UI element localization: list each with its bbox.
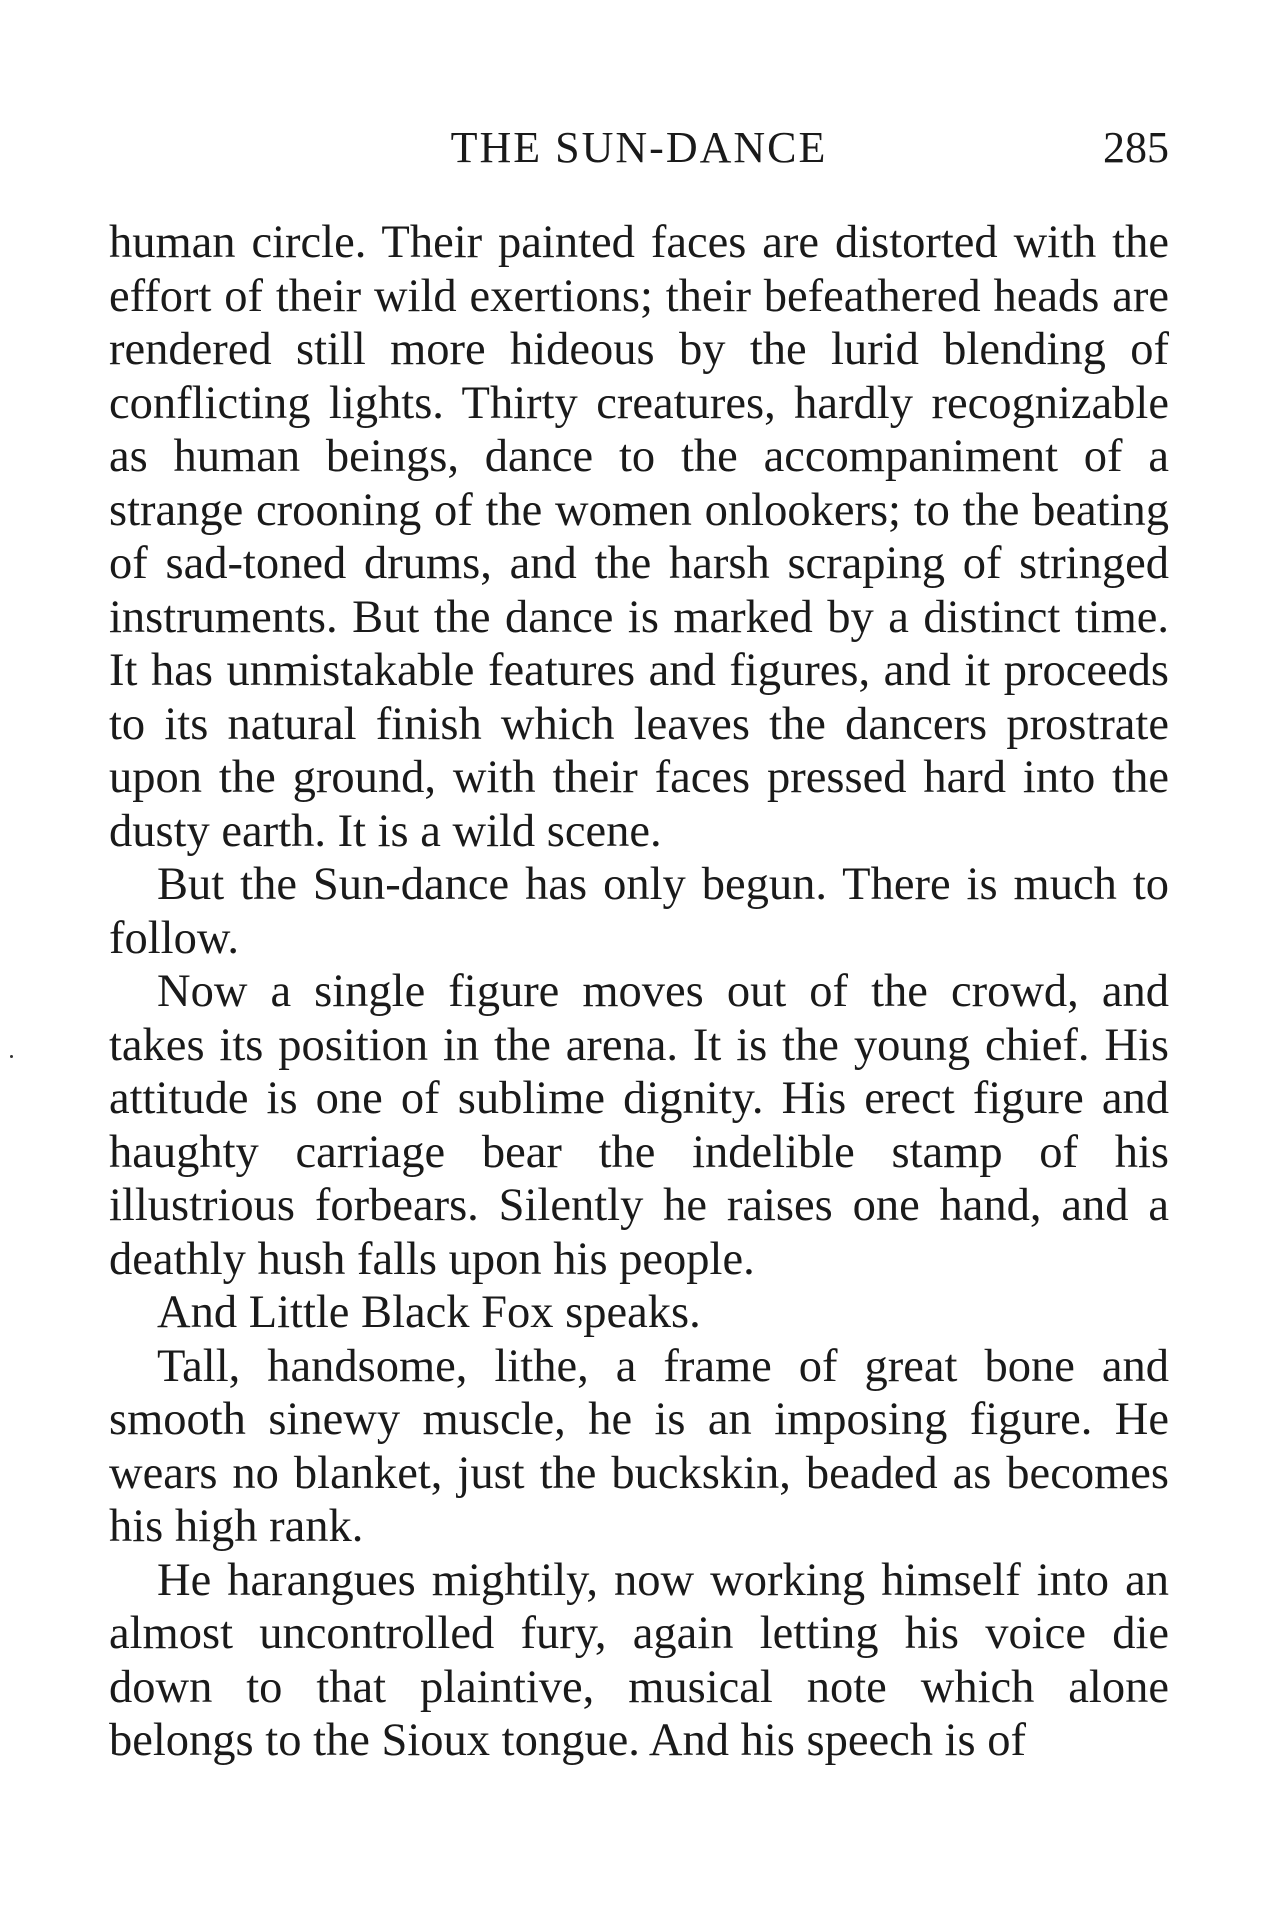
paragraph: And Little Black Fox speaks. [157, 1287, 701, 1338]
book-page [109, 118, 1169, 1768]
page-header [109, 118, 1169, 178]
body-text [109, 216, 1169, 1768]
paragraph-continued: human circle. Their painted faces are distorted with the effort of their wild exertions; their befeathered heads are rendered still more hideous by the lurid blending of conflicting lights. Thirty creatures, hardly recognizable as human beings, dance to the accompaniment of a strange crooning of the women onlookers; to the beating of sad-toned drums, and the harsh scraping of stringed instruments. But the dance is marked by a distinct time. It has unmistakable features and figures, and it proceeds to its natural finish which leaves the dancers prostrate upon the ground, with their faces pressed hard into the dusty earth. It is a wild scene. [109, 217, 1169, 857]
paragraph: Tall, handsome, lithe, a frame of great bone and smooth sinewy muscle, he is an imposing figure. He wears no blanket, just the buckskin, beaded as becomes his high rank. [109, 1340, 1169, 1552]
stray-ink-mark [10, 1055, 13, 1058]
page-number: 285 [1103, 123, 1169, 172]
paragraph: Now a single figure moves out of the crowd, and takes its position in the arena. It is the young chief. His attitude is one of sublime dignity. His erect figure and haughty carriage bear the indelible stamp of his illustrious forbears. Silently he raises one hand, and a deathly hush falls upon his people. [109, 966, 1169, 1285]
paragraph: He harangues mightily, now working himself into an almost uncontrolled fury, again letting his voice die down to that plaintive, musical note which alone belongs to the Sioux tongue. And his speech is of [109, 1554, 1169, 1766]
running-title: THE SUN-DANCE [450, 123, 828, 172]
paragraph: But the Sun-dance has only begun. There is much to follow. [109, 859, 1169, 964]
